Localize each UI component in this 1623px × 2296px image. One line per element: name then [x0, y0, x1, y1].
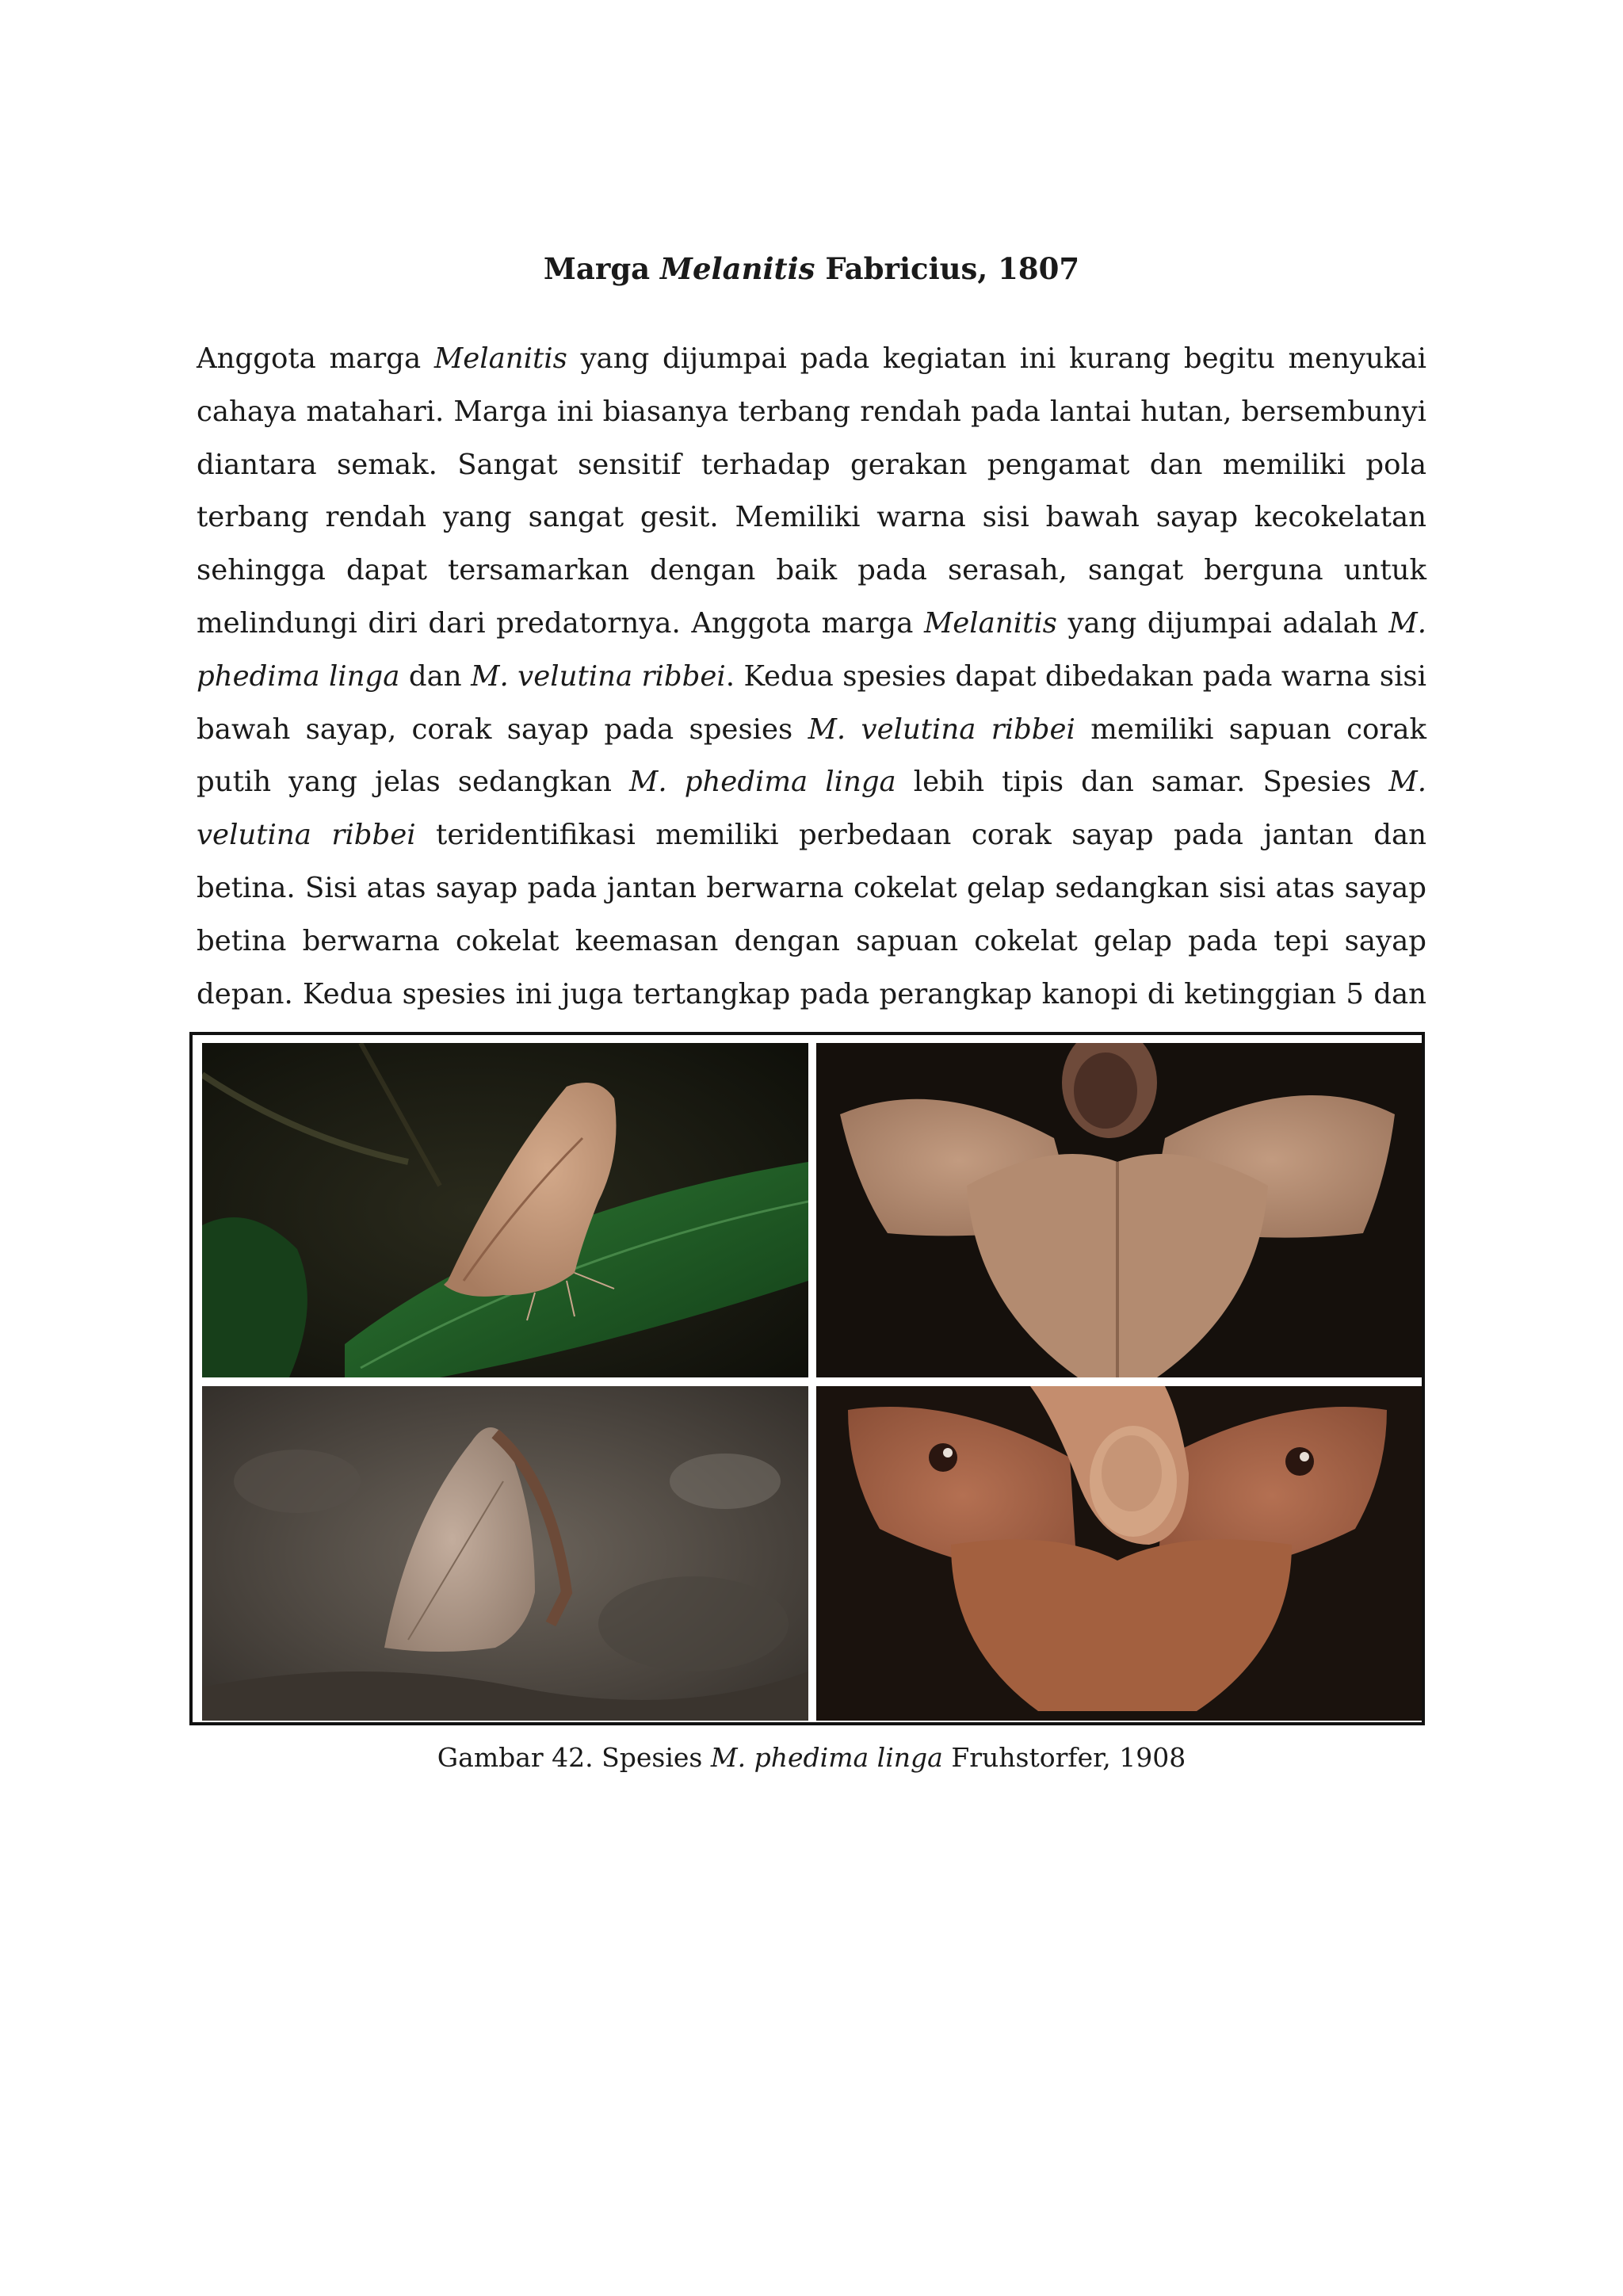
italic-species: M. velutina ribbei — [808, 712, 1075, 746]
italic-species: M. phedima linga — [197, 606, 1426, 693]
figure-photo-grid — [189, 1032, 1425, 1725]
text-run: yang dijumpai adalah — [1056, 606, 1389, 640]
butterfly-underside-held-photo — [816, 1043, 1422, 1377]
text-run: memiliki sapuan corak putih yang jelas sedangkan — [197, 712, 1426, 799]
text-run: Anggota marga — [197, 342, 434, 375]
italic-species: M. velutina ribbei — [471, 659, 726, 693]
butterfly-on-leaf-photo — [202, 1043, 808, 1377]
italic-species: M. velutina ribbei — [197, 766, 1427, 852]
butterfly-on-ground-photo — [202, 1386, 808, 1721]
italic-genus: Melanitis — [923, 606, 1057, 640]
italic-species: M. phedima linga — [629, 766, 896, 799]
figure-caption — [0, 1740, 1623, 1776]
heading-genus: Melanitis — [660, 251, 815, 286]
text-run: lebih tipis dan samar. Spesies — [896, 766, 1389, 799]
butterfly-upperside-held-photo — [816, 1386, 1422, 1721]
body-paragraph — [197, 333, 1426, 1074]
text-run: dan — [399, 659, 472, 693]
caption-prefix: Gambar 42. Spesies — [437, 1742, 711, 1773]
italic-genus: Melanitis — [433, 342, 567, 375]
text-run: yang dijumpai pada kegiatan ini kurang begitu menyukai cahaya matahari. Marga ini biasanya terbang rendah pada lantai hutan, bersembunyi diantara semak. Sangat sensitif terhadap gerakan pengamat dan memiliki pola terbang rendah yang sangat gesit. Memiliki warna sisi bawah sayap kecokelatan sehingga dapat tersamarkan dengan baik pada serasah, sangat berguna untuk melindungi diri dari predatornya. Anggota marga — [197, 342, 1427, 640]
heading-suffix: Fabricius, 1807 — [815, 251, 1080, 286]
text-run: . Kedua spesies dapat dibedakan pada warna sisi bawah sayap, corak sayap pada spesies — [197, 659, 1426, 746]
caption-suffix: Fruhstorfer, 1908 — [942, 1742, 1186, 1773]
section-heading — [0, 248, 1623, 289]
text-run: teridentifikasi memiliki perbedaan corak sayap pada jantan dan betina. Sisi atas sayap pada jantan berwarna cokelat gelap sedangkan sisi atas sayap betina berwarna cokelat keemasan dengan sapuan cokelat gelap pada tepi sayap depan. Kedua spesies ini juga tertangkap pada perangkap kanopi di ketinggian 5 dan — [197, 819, 1426, 1010]
caption-species: M. phedima linga — [710, 1742, 943, 1773]
heading-prefix: Marga — [543, 251, 661, 286]
